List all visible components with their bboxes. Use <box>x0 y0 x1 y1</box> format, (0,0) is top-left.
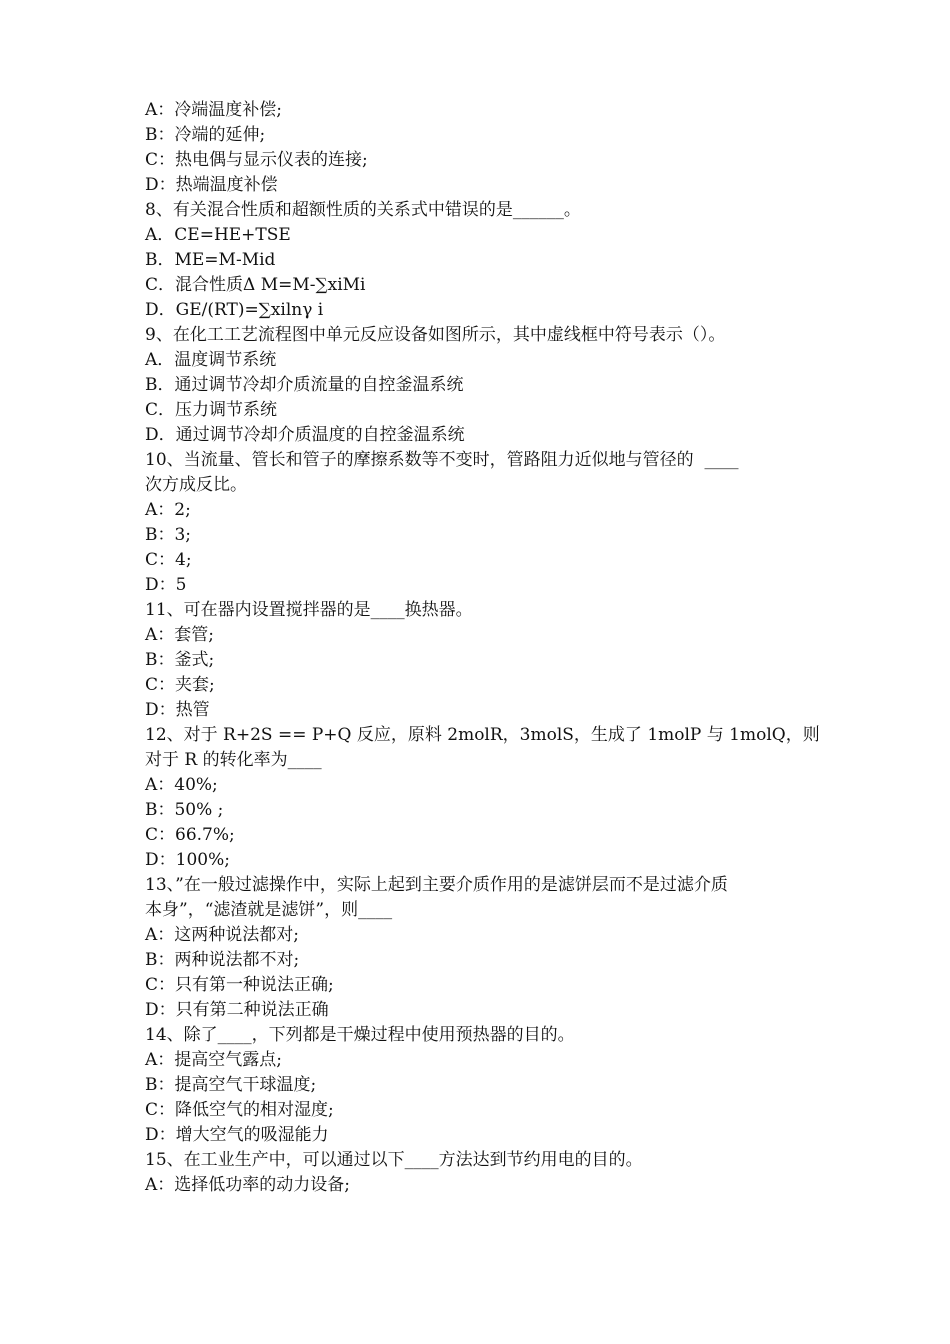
text-line: B．通过调节冷却介质流量的自控釜温系统 <box>145 375 464 395</box>
question-9: 9、在化工工艺流程图中单元反应设备如图所示，其中虚线框中符号表示（）。 <box>145 325 726 345</box>
text-line: B．ME=M-Mid <box>145 250 276 270</box>
text-line: A．CE=HE+TSE <box>145 225 291 245</box>
text-line: D：热端温度补偿 <box>145 175 278 195</box>
text-line: B：3; <box>145 525 192 545</box>
question-15: 15、在工业生产中，可以通过以下____方法达到节约用电的目的。 <box>145 1150 643 1170</box>
text-line: 次方成反比。 <box>145 475 247 495</box>
text-line: C．混合性质Δ M=M-∑xiMi <box>145 275 366 295</box>
text-line: D．GE/(RT)=∑xilnγ i <box>145 300 324 320</box>
question-14: 14、除了____，下列都是干燥过程中使用预热器的目的。 <box>145 1025 575 1045</box>
text-line: B：提高空气干球温度; <box>145 1075 317 1095</box>
text-line: D：热管 <box>145 700 210 720</box>
text-line: C：只有第一种说法正确; <box>145 975 334 995</box>
document-page <box>145 98 820 1198</box>
question-10: 10、当流量、管长和管子的摩擦系数等不变时，管路阻力近似地与管径的 ____ <box>145 450 739 470</box>
text-line: B：两种说法都不对; <box>145 950 300 970</box>
text-line: D：5 <box>145 575 187 595</box>
text-line: D．通过调节冷却介质温度的自控釜温系统 <box>145 425 465 445</box>
text-line: C：夹套; <box>145 675 215 695</box>
text-line: C：66.7%; <box>145 825 235 845</box>
text-line: A：2; <box>145 500 191 520</box>
text-line: D：增大空气的吸湿能力 <box>145 1125 329 1145</box>
text-line: D：只有第二种说法正确 <box>145 1000 329 1020</box>
text-line: A．温度调节系统 <box>145 350 277 370</box>
text-line: A：提高空气露点; <box>145 1050 283 1070</box>
text-line: C：4; <box>145 550 192 570</box>
text-line: C：热电偶与显示仪表的连接; <box>145 150 368 170</box>
text-line: A：冷端温度补偿; <box>145 100 283 120</box>
text-line: B：冷端的延伸; <box>145 125 266 145</box>
text-line: C．压力调节系统 <box>145 400 278 420</box>
text-line: A：套管; <box>145 625 215 645</box>
text-line: D：100%; <box>145 850 230 870</box>
question-8: 8、有关混合性质和超额性质的关系式中错误的是______。 <box>145 200 581 220</box>
text-line: A：这两种说法都对; <box>145 925 300 945</box>
text-line: 本身”，“滤渣就是滤饼”，则____ <box>145 900 393 920</box>
text-line: B：50% ; <box>145 800 224 820</box>
text-line: A：40%; <box>145 775 218 795</box>
text-line: A：选择低功率的动力设备; <box>145 1175 351 1195</box>
question-12: 12、对于 R+2S == P+Q 反应，原料 2molR，3molS，生成了 1molP 与 1molQ，则 <box>145 725 820 745</box>
text-line: C：降低空气的相对湿度; <box>145 1100 334 1120</box>
text-line: 对于 R 的转化率为____ <box>145 750 322 770</box>
text-line: B：釜式; <box>145 650 215 670</box>
question-13: 13、”在一般过滤操作中，实际上起到主要介质作用的是滤饼层而不是过滤介质 <box>145 875 728 895</box>
question-11: 11、可在器内设置搅拌器的是____换热器。 <box>145 600 473 620</box>
